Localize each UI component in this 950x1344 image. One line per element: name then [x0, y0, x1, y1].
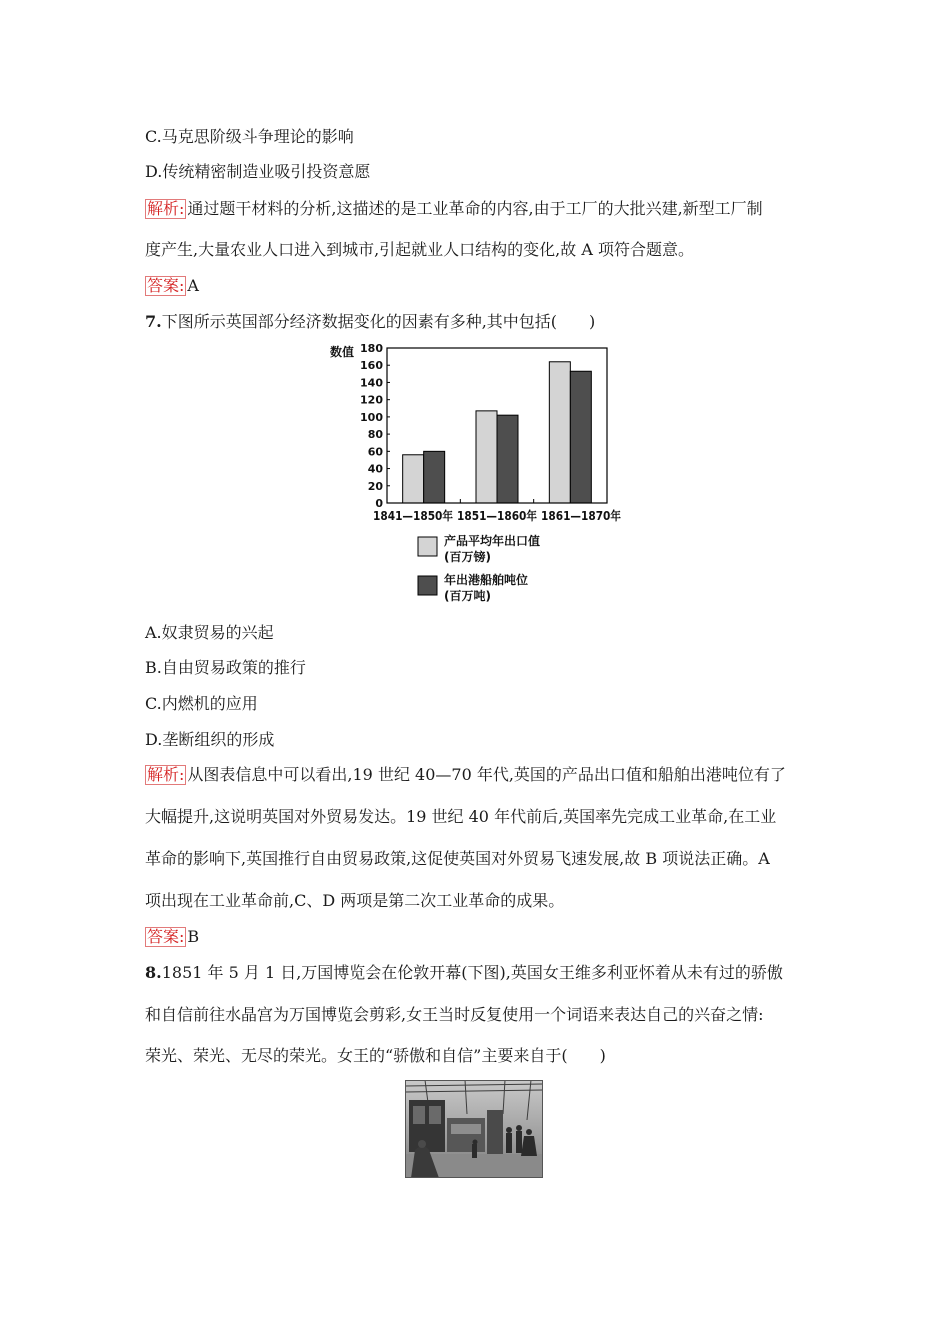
great-exhibition-engraving — [405, 1080, 543, 1178]
analysis-label: 解析: — [147, 765, 185, 784]
exhibit-stand — [447, 1118, 485, 1152]
q7-option-c: C.内燃机的应用 — [145, 694, 258, 713]
y-tick-label: 140 — [360, 376, 383, 390]
q7-answer: B — [187, 927, 200, 946]
legend-swatch — [418, 576, 437, 595]
bar-export-value — [476, 411, 497, 503]
cabinet-panel — [413, 1106, 425, 1124]
q7-option-b: B.自由贸易政策的推行 — [145, 658, 306, 677]
q6-analysis-line-1 — [145, 198, 763, 220]
bar-ship-tonnage — [570, 371, 591, 503]
y-tick-label: 80 — [367, 428, 383, 442]
y-tick-label: 100 — [360, 410, 383, 424]
q6-analysis-text-1: 通过题干材料的分析,这描述的是工业革命的内容,由于工厂的大批兴建,新型工厂制 — [187, 199, 763, 218]
exhibit-column — [487, 1110, 503, 1154]
q7-option-a: A.奴隶贸易的兴起 — [145, 623, 274, 642]
bar-export-value — [403, 455, 424, 503]
q7-answer-line — [145, 926, 199, 948]
q7-stem: 下图所示英国部分经济数据变化的因素有多种,其中包括( ) — [161, 312, 596, 331]
q7-analysis-line-1 — [145, 764, 786, 786]
q6-analysis-line-2: 度产生,大量农业人口进入到城市,引起就业人口结构的变化,故 A 项符合题意。 — [145, 240, 694, 259]
q7-option-d: D.垄断组织的形成 — [145, 730, 275, 749]
analysis-label: 解析: — [147, 199, 185, 218]
q7-stem-line — [145, 311, 595, 333]
q6-option-c: C.马克思阶级斗争理论的影响 — [145, 127, 354, 146]
q8-stem-line-3: 荣光、荣光、无尽的荣光。女王的“骄傲和自信”主要来自于( ) — [145, 1046, 606, 1065]
x-tick-label: 1861—1870年 — [541, 509, 632, 523]
q6-answer-line — [145, 275, 199, 297]
y-tick-label: 0 — [375, 497, 383, 510]
answer-label: 答案: — [147, 276, 185, 295]
bar-ship-tonnage — [424, 451, 445, 503]
legend-label: 年出港船舶吨位 — [444, 573, 529, 587]
y-tick-label: 120 — [360, 393, 383, 407]
bar-export-value — [549, 362, 570, 503]
legend-unit: (百万吨) — [444, 589, 491, 603]
q8-stem-line-2: 和自信前往水晶宫为万国博览会剪彩,女王当时反复使用一个词语来表达自己的兴奋之情: — [145, 1005, 764, 1024]
exhibit-machine — [451, 1124, 481, 1134]
legend-unit: (百万镑) — [444, 550, 491, 564]
y-tick-label: 20 — [367, 479, 383, 493]
x-tick-label: 1841—1850年 — [373, 509, 464, 523]
bar-ship-tonnage — [497, 415, 518, 503]
answer-label: 答案: — [147, 927, 185, 946]
legend-label: 产品平均年出口值 — [444, 534, 541, 548]
q7-analysis-line-3: 革命的影响下,英国推行自由贸易政策,这促使英国对外贸易飞速发展,故 B 项说法正确。A — [145, 849, 770, 868]
q7-analysis-text-1: 从图表信息中可以看出,19 世纪 40—70 年代,英国的产品出口值和船舶出港吨位有了 — [187, 765, 786, 784]
y-axis-label: 数值 — [330, 345, 355, 359]
q7-number: 7. — [145, 312, 162, 331]
q7-analysis-line-4: 项出现在工业革命前,C、D 两项是第二次工业革命的成果。 — [145, 891, 565, 910]
q6-answer: A — [187, 276, 199, 295]
q6-option-d: D.传统精密制造业吸引投资意愿 — [145, 162, 371, 181]
q8-stem-text-1: 1851 年 5 月 1 日,万国博览会在伦敦开幕(下图),英国女王维多利亚怀着从未有过的骄傲 — [161, 963, 783, 982]
q8-stem-line-1 — [145, 962, 783, 984]
q7-analysis-line-2: 大幅提升,这说明英国对外贸易发达。19 世纪 40 年代前后,英国率先完成工业革命,在工业 — [145, 807, 777, 826]
y-tick-label: 60 — [367, 445, 383, 459]
export-shipping-bar-chart — [320, 340, 630, 605]
seated-lady-head — [418, 1140, 426, 1148]
y-tick-label: 180 — [360, 342, 383, 355]
q8-number: 8. — [145, 963, 162, 982]
y-tick-label: 160 — [360, 359, 383, 373]
legend-swatch — [418, 537, 437, 556]
x-tick-label: 1851—1860年 — [457, 509, 548, 523]
y-tick-label: 40 — [367, 462, 383, 476]
cabinet-panel — [429, 1106, 441, 1124]
